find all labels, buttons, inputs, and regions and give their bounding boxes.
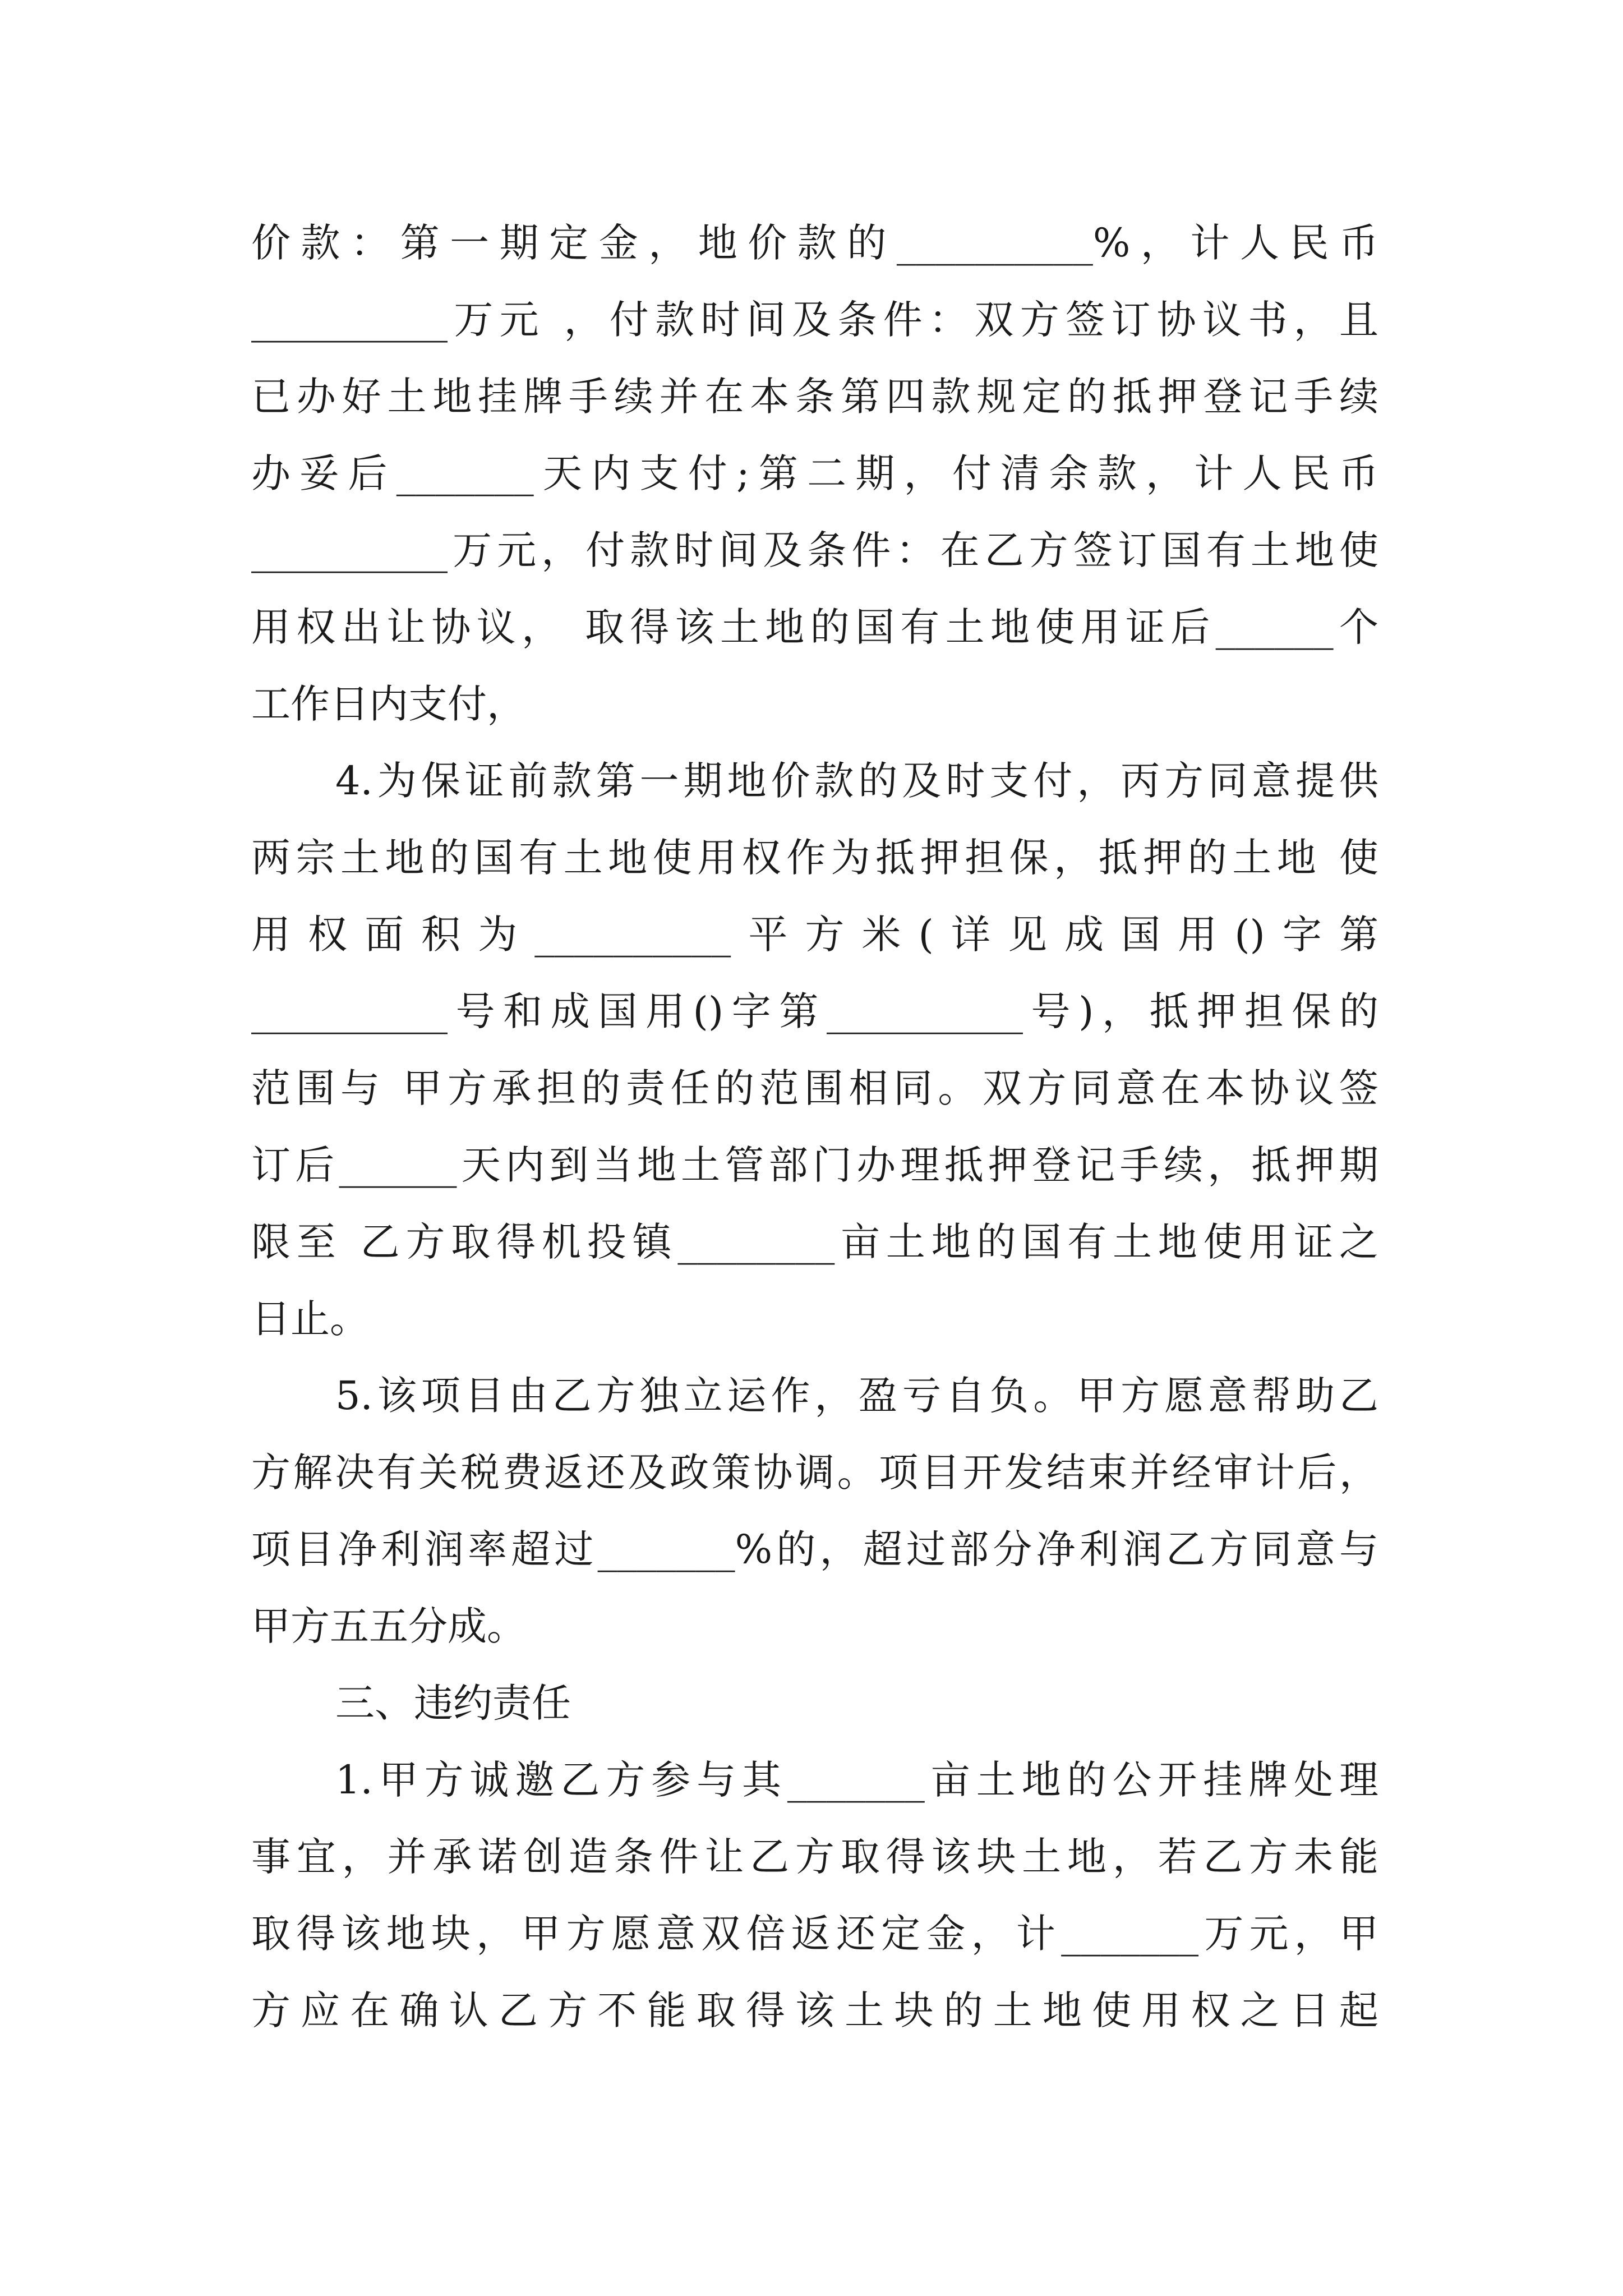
text-line: 范围与 甲方承担的责任的范围相同。双方同意在本协议签: [251, 1065, 1378, 1111]
text-line: 方解决有关税费返还及政策协调。项目开发结束并经审计后，: [251, 1450, 1378, 1496]
text-line: __________号和成国用()字第__________号)，抵押担保的: [251, 988, 1378, 1034]
paragraph-start-line: 4.为保证前款第一期地价款的及时支付，丙方同意提供: [335, 758, 1378, 804]
text-line: 价款：第一期定金，地价款的__________%，计人民币: [251, 220, 1378, 266]
text-line: 用权出让协议， 取得该土地的国有土地使用证后______个: [251, 604, 1378, 650]
text-line: 甲方五五分成。: [251, 1603, 526, 1649]
text-line: 两宗土地的国有土地使用权作为抵押担保，抵押的土地 使: [251, 835, 1378, 881]
paragraph-start-line: 1.甲方诚邀乙方参与其_______亩土地的公开挂牌处理: [335, 1757, 1378, 1803]
text-line: 项目净利润率超过_______%的，超过部分净利润乙方同意与: [251, 1526, 1378, 1572]
text-line: 已办好土地挂牌手续并在本条第四款规定的抵押登记手续: [251, 374, 1378, 420]
section-heading: 三、违约责任: [335, 1680, 571, 1726]
text-line: 取得该地块，甲方愿意双倍返还定金，计_______万元，甲: [251, 1911, 1378, 1957]
text-line: __________万元，付款时间及条件：在乙方签订国有土地使: [251, 527, 1378, 573]
text-line: 工作日内支付，: [251, 681, 526, 727]
text-line: 限至 乙方取得机投镇________亩土地的国有土地使用证之: [251, 1219, 1378, 1265]
text-line: 订后______天内到当地土管部门办理抵押登记手续，抵押期: [251, 1142, 1378, 1188]
text-line: 事宜，并承诺创造条件让乙方取得该块土地，若乙方未能: [251, 1834, 1378, 1880]
text-line: 方应在确认乙方不能取得该土块的土地使用权之日起: [251, 1987, 1378, 2033]
text-line: __________万元 ，付款时间及条件：双方签订协议书，且: [251, 297, 1378, 343]
paragraph-start-line: 5.该项目由乙方独立运作，盈亏自负。甲方愿意帮助乙: [335, 1373, 1378, 1419]
text-line: 用权面积为__________平方米(详见成国用()字第: [251, 912, 1378, 958]
text-line: 办妥后_______天内支付;第二期，付清余款，计人民币: [251, 450, 1378, 496]
text-line: 日止。: [251, 1296, 369, 1342]
